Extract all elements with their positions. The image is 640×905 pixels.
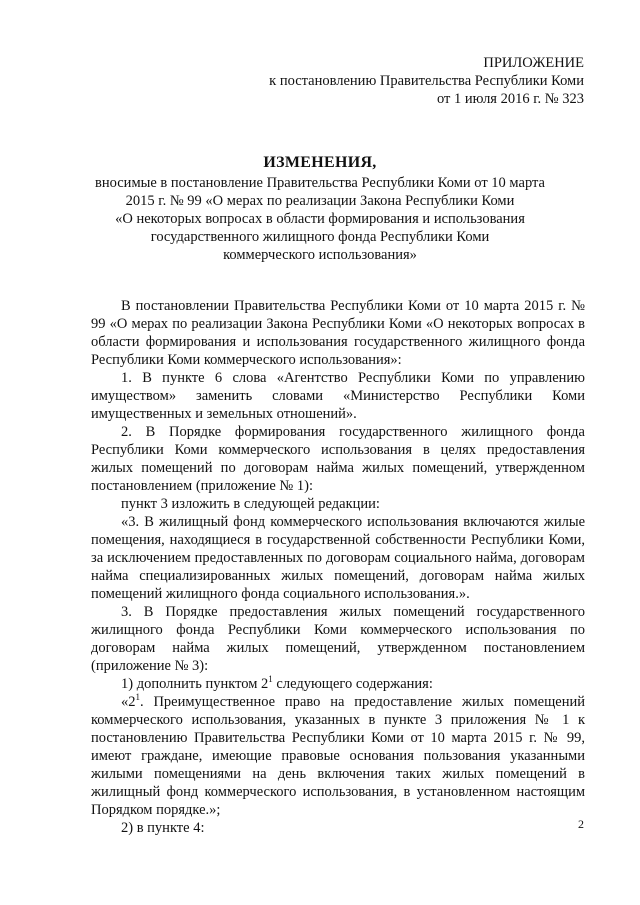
- title-line-5: коммерческого использования»: [223, 247, 417, 263]
- item-3-sub1-superscript: 1: [268, 674, 273, 685]
- item-2-quote: «3. В жилищный фонд коммерческого использования включаются жилые помещения, находящиеся в государственной собственности Республики Коми, за исключением предоставленных по договорам социального найма, договорам найма специализированных жилых помещений, договорам найма жилых помещений жилищного фонда социального использования.».: [91, 514, 585, 602]
- appendix-line-2: от 1 июля 2016 г. № 323: [436, 91, 584, 107]
- item-3-subparagraph-1: [91, 675, 585, 693]
- title-line-2: 2015 г. № 99 «О мерах по реализации Закона Республики Коми: [125, 193, 515, 209]
- item-3-sub1-tail: следующего содержания:: [272, 676, 433, 692]
- item-3-quote: [91, 693, 585, 819]
- document-body: [91, 297, 585, 837]
- appendix-label: ПРИЛОЖЕНИЕ: [483, 55, 584, 71]
- title-line-4: государственного жилищного фонда Республики Коми: [150, 229, 490, 245]
- title-line-3: «О некоторых вопросах в области формирования и использования: [115, 211, 525, 227]
- item-2-paragraph: 2. В Порядке формирования государственного жилищного фонда Республики Коми коммерческого использования в целях предоставления жилых помещений по договорам найма жилых помещений, утвержденном постановлением (приложение № 1):: [91, 424, 585, 494]
- item-3-quote-start: «2: [121, 694, 136, 710]
- document-heading: ИЗМЕНЕНИЯ,: [263, 154, 377, 171]
- item-3-sub1-text: 1) дополнить пунктом 2: [121, 676, 269, 692]
- appendix-header: [164, 54, 584, 108]
- item-1-paragraph: 1. В пункте 6 слова «Агентство Республики Коми по управлению имуществом» заменить словами «Министерство Республики Коми имущественных и земельных отношений».: [91, 370, 585, 422]
- item-2-subparagraph: пункт 3 изложить в следующей редакции:: [121, 496, 380, 512]
- item-3-quote-superscript: 1: [135, 692, 140, 703]
- item-3-paragraph: 3. В Порядке предоставления жилых помещений государственного жилищного фонда Республики Коми коммерческого использования по договорам найма жилых помещений, утвержденном постановлением (приложение № 3):: [91, 604, 585, 674]
- item-3-quote-text: . Преимущественное право на предоставление жилых помещений коммерческого использования, указанных в пункте 3 приложения № 1 к постановлению Правительства Республики Коми от 10 марта 2015 г. № 99, имеют граждане, имеющие правовые основания пользования указанными жилыми помещениями на день включения таких жилых помещений в жилищный фонд коммерческого использования, в установленном настоящим Порядком порядке.»;: [91, 694, 585, 818]
- intro-paragraph: В постановлении Правительства Республики Коми от 10 марта 2015 г. № 99 «О мерах по реализации Закона Республики Коми «О некоторых вопросах в области формирования и использования государственного жилищного фонда Республики Коми коммерческого использования»:: [91, 298, 585, 368]
- item-3-subparagraph-2: 2) в пункте 4:: [121, 820, 205, 836]
- appendix-line-1: к постановлению Правительства Республики Коми: [269, 73, 584, 89]
- page-number: 2: [578, 817, 584, 831]
- title-line-1: вносимые в постановление Правительства Республики Коми от 10 марта: [95, 175, 545, 191]
- title-block: [60, 154, 580, 264]
